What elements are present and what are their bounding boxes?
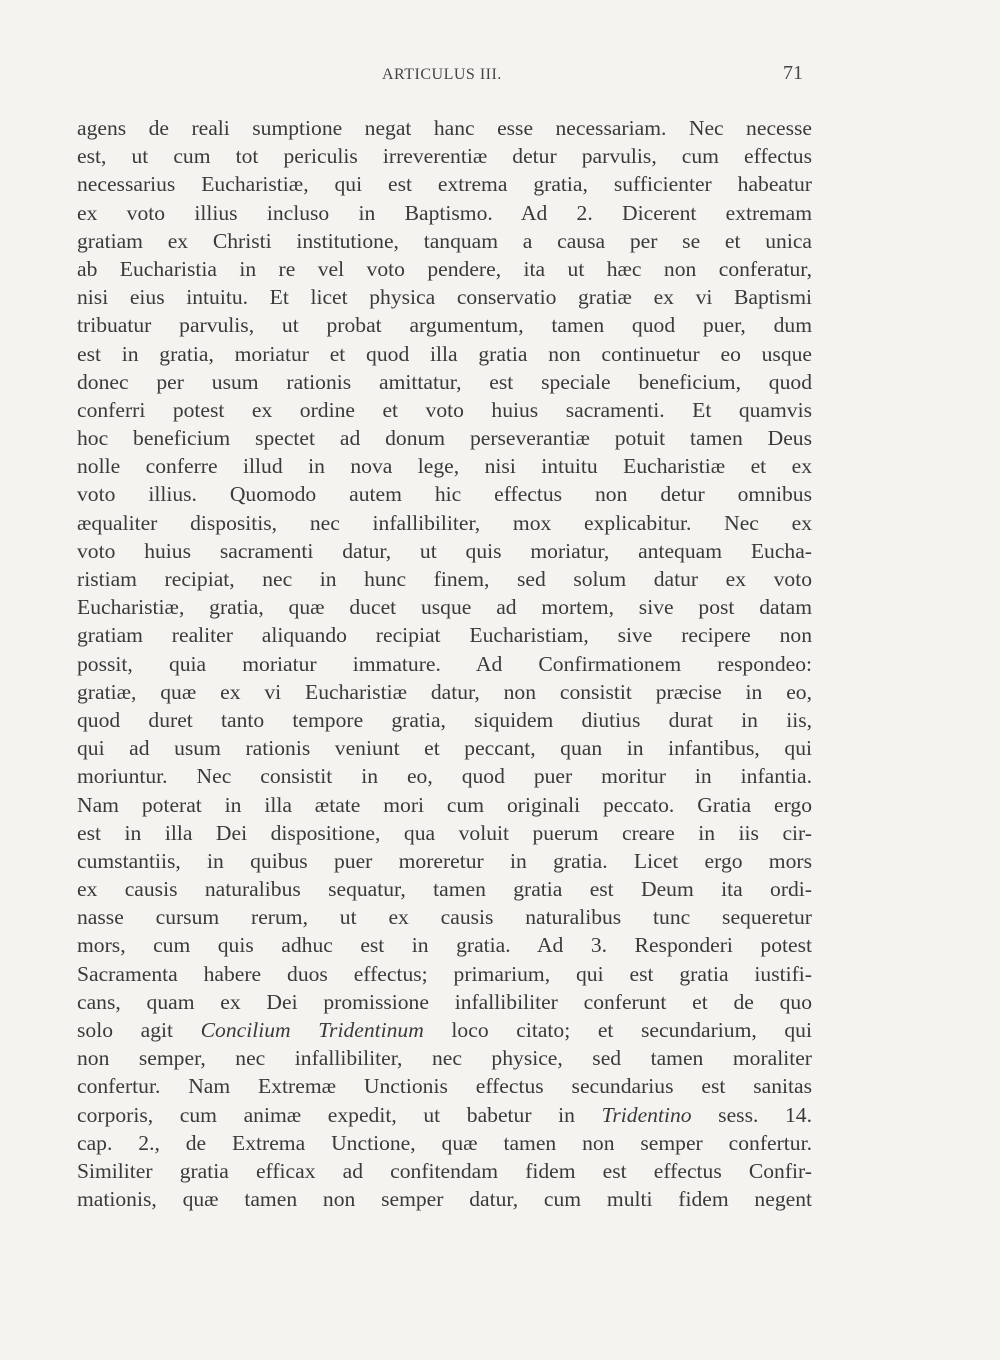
- text-segment: voto illius. Quomodo autem hic effectus non detur omnibus: [77, 482, 812, 507]
- text-segment: est, ut cum tot periculis irreverentiæ detur parvulis, cum effectus: [77, 144, 812, 169]
- text-segment: Sacramenta habere duos effectus; primarium, qui est gratia iustifi-: [77, 961, 812, 986]
- text-line: [77, 480, 812, 508]
- text-segment: nolle conferre illud in nova lege, nisi intuitu Eucharistiæ et ex: [77, 454, 812, 479]
- text-line: [77, 762, 812, 790]
- text-line: [77, 1016, 812, 1044]
- text-line: [77, 791, 812, 819]
- text-line: [77, 734, 812, 762]
- text-line: [77, 142, 812, 170]
- text-segment: ristiam recipiat, nec in hunc finem, sed solum datur ex voto: [77, 567, 812, 591]
- text-segment: conferri potest ex ordine et voto huius sacramenti. Et quamvis: [77, 397, 812, 422]
- text-segment: Nam poterat in illa ætate mori cum originali peccato. Gratia ergo: [77, 792, 812, 817]
- text-line: [77, 537, 812, 565]
- text-line: [77, 875, 812, 903]
- text-segment: mationis, quæ tamen non semper datur, cum multi fidem negent: [77, 1187, 812, 1212]
- text-line: [77, 565, 812, 593]
- text-segment: æqualiter dispositis, nec infallibiliter, mox explicabitur. Nec ex: [77, 510, 812, 535]
- text-line: [77, 1157, 812, 1185]
- page-number: 71: [783, 62, 803, 84]
- text-segment: sess. 14.: [691, 1102, 812, 1127]
- text-segment: loco citato; et secundarium, qui: [423, 1018, 812, 1042]
- text-line: [77, 706, 812, 734]
- text-segment: cans, quam ex Dei promissione infallibiliter conferunt et de quo: [77, 989, 812, 1014]
- text-segment: cap. 2., de Extrema Unctione, quæ tamen non semper confertur.: [77, 1130, 812, 1155]
- text-line: [77, 931, 812, 959]
- text-line: [77, 509, 812, 537]
- text-line: [77, 283, 812, 311]
- text-line: [77, 114, 812, 142]
- body-text: [77, 114, 812, 1213]
- text-line: [77, 255, 812, 283]
- text-line: [77, 396, 812, 424]
- text-line: [77, 650, 812, 678]
- text-segment: est in illa Dei dispositione, qua voluit puerum creare in iis cir-: [77, 820, 812, 845]
- text-segment: qui ad usum rationis veniunt et peccant, quan in infantibus, qui: [77, 736, 812, 761]
- text-segment: nasse cursum rerum, ut ex causis naturalibus tunc sequeretur: [77, 905, 812, 930]
- running-title: ARTICULUS III.: [382, 66, 502, 83]
- text-segment: gratiæ, quæ ex vi Eucharistiæ datur, non consistit præcise in eo,: [77, 679, 812, 704]
- text-segment: possit, quia moriatur immature. Ad Confirmationem respondeo:: [77, 651, 812, 676]
- text-line: [77, 1044, 812, 1072]
- text-segment: tribuatur parvulis, ut probat argumentum, tamen quod puer, dum: [77, 313, 812, 338]
- text-segment: gratiam ex Christi institutione, tanquam a causa per se et unica: [77, 228, 812, 253]
- text-segment: cumstantiis, in quibus puer moreretur in gratia. Licet ergo mors: [77, 848, 812, 873]
- text-segment: moriuntur. Nec consistit in eo, quod puer moritur in infantia.: [77, 764, 812, 789]
- text-segment: quod duret tanto tempore gratia, siquidem diutius durat in iis,: [77, 707, 812, 732]
- text-segment: nisi eius intuitu. Et licet physica conservatio gratiæ ex vi Baptismi: [77, 285, 812, 310]
- text-line: [77, 170, 812, 198]
- text-segment: Eucharistiæ, gratia, quæ ducet usque ad mortem, sive post datam: [77, 595, 812, 620]
- text-line: [77, 424, 812, 452]
- text-segment: corporis, cum animæ expedit, ut babetur in: [77, 1102, 602, 1127]
- text-line: [77, 368, 812, 396]
- text-segment: agens de reali sumptione negat hanc esse necessariam. Nec necesse: [77, 116, 812, 140]
- text-segment: ex causis naturalibus sequatur, tamen gratia est Deum ita ordi-: [77, 877, 812, 902]
- text-segment: ab Eucharistia in re vel voto pendere, ita ut hæc non conferatur,: [77, 256, 812, 281]
- text-line: [77, 452, 812, 480]
- running-head: [0, 62, 1000, 92]
- text-segment: ex voto illius incluso in Baptismo. Ad 2. Dicerent extremam: [77, 200, 812, 225]
- text-line: [77, 903, 812, 931]
- text-segment: Similiter gratia efficax ad confitendam fidem est effectus Confir-: [77, 1158, 812, 1183]
- text-segment: gratiam realiter aliquando recipiat Eucharistiam, sive recipere non: [77, 623, 812, 648]
- text-line: [77, 960, 812, 988]
- text-segment: donec per usum rationis amittatur, est speciale beneficium, quod: [77, 369, 812, 394]
- text-line: [77, 1072, 812, 1100]
- text-segment: confertur. Nam Extremæ Unctionis effectus secundarius est sanitas: [77, 1074, 812, 1099]
- text-segment: solo agit: [77, 1018, 201, 1042]
- text-line: [77, 199, 812, 227]
- text-line: [77, 988, 812, 1016]
- text-line: [77, 311, 812, 339]
- text-line: [77, 847, 812, 875]
- text-line: [77, 340, 812, 368]
- italic-text: Tridentino: [601, 1102, 692, 1127]
- text-line: [77, 621, 812, 649]
- text-line: [77, 1129, 812, 1157]
- text-segment: necessarius Eucharistiæ, qui est extrema gratia, sufficienter habeatur: [77, 172, 812, 197]
- text-segment: est in gratia, moriatur et quod illa gratia non continuetur eo usque: [77, 341, 812, 366]
- text-segment: hoc beneficium spectet ad donum perseverantiæ potuit tamen Deus: [77, 426, 812, 451]
- text-line: [77, 678, 812, 706]
- text-line: [77, 819, 812, 847]
- text-line: [77, 1101, 812, 1129]
- text-line: [77, 593, 812, 621]
- text-line: [77, 227, 812, 255]
- text-segment: mors, cum quis adhuc est in gratia. Ad 3. Responderi potest: [77, 933, 812, 958]
- italic-text: Concilium Tridentinum: [200, 1018, 424, 1042]
- text-segment: voto huius sacramenti datur, ut quis moriatur, antequam Eucha-: [77, 538, 812, 563]
- text-segment: non semper, nec infallibiliter, nec physice, sed tamen moraliter: [77, 1046, 812, 1071]
- text-line: [77, 1185, 812, 1213]
